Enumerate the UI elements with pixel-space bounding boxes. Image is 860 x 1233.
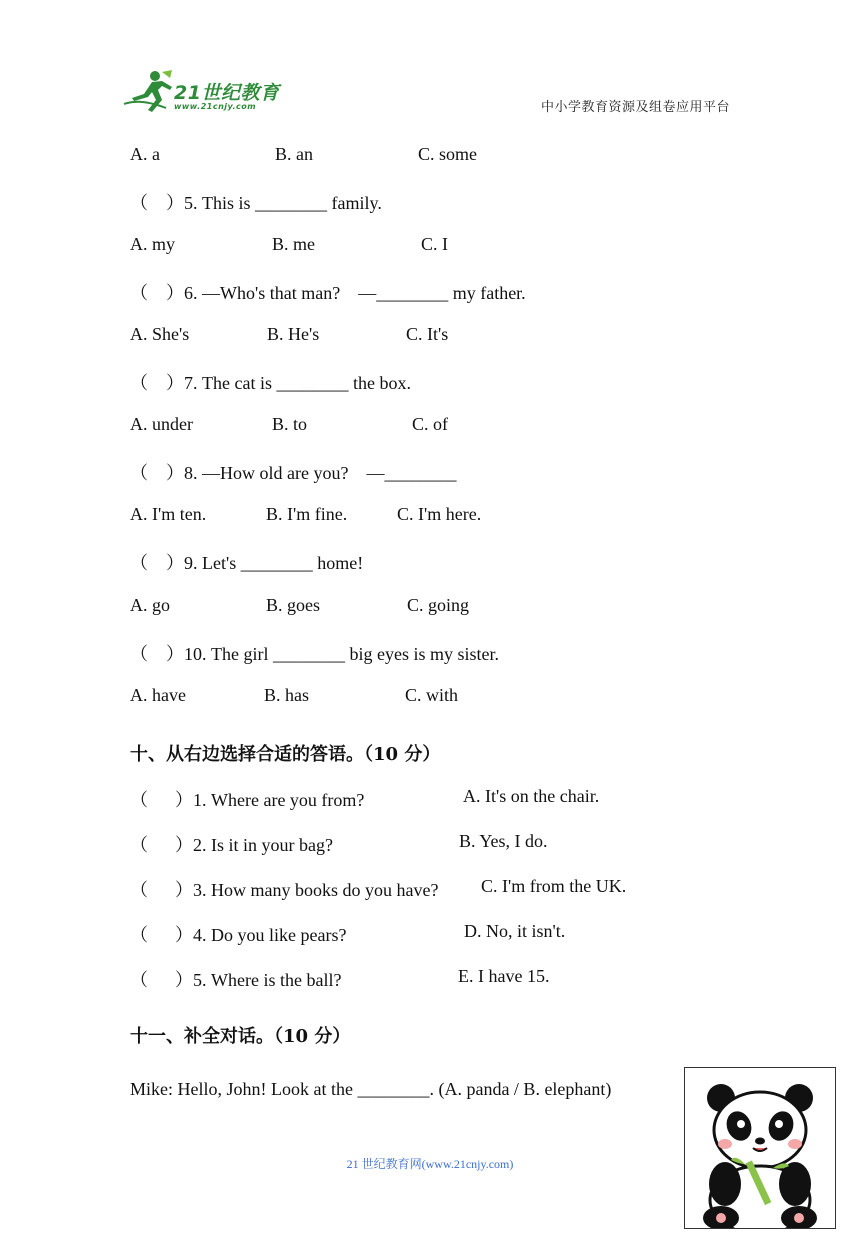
q6-option-c: C. It's xyxy=(406,324,449,344)
logo xyxy=(122,68,292,118)
q4-option-b: B. an xyxy=(275,144,313,164)
question-7: （ ）7. The cat is ________ the box. xyxy=(130,373,411,393)
q10-option-b: B. has xyxy=(264,685,309,705)
platform-tagline: 中小学教育资源及组卷应用平台 xyxy=(540,100,730,115)
section-10-title: 十、从右边选择合适的答语。（10 分） xyxy=(130,744,441,765)
question-6: （ ）6. —Who's that man? —________ my father. xyxy=(130,283,526,303)
q9-option-a: A. go xyxy=(130,595,170,615)
section-11-title: 十一、补全对话。（10 分） xyxy=(130,1026,351,1047)
match-answer-b: B. Yes, I do. xyxy=(459,831,548,851)
logo-text: 21世纪教育 xyxy=(174,82,280,104)
runner-logo-icon xyxy=(122,68,174,114)
q6-option-b: B. He's xyxy=(267,324,320,344)
q5-option-c: C. I xyxy=(421,234,448,254)
panda-picture xyxy=(684,1067,836,1229)
q7-option-c: C. of xyxy=(412,414,448,434)
q8-option-a: A. I'm ten. xyxy=(130,504,207,524)
dialogue-line-1: Mike: Hello, John! Look at the ________. (A. panda / B. elephant) xyxy=(130,1079,612,1099)
q9-option-c: C. going xyxy=(407,595,470,615)
q8-option-b: B. I'm fine. xyxy=(266,504,348,524)
match-answer-a: A. It's on the chair. xyxy=(463,786,600,806)
match-question-3: （ ）3. How many books do you have? xyxy=(130,880,439,900)
match-question-1: （ ）1. Where are you from? xyxy=(130,790,365,810)
match-question-4: （ ）4. Do you like pears? xyxy=(130,925,347,945)
q4-option-a: A. a xyxy=(130,144,160,164)
q6-option-a: A. She's xyxy=(130,324,190,344)
page-header xyxy=(0,0,860,125)
match-answer-d: D. No, it isn't. xyxy=(464,921,566,941)
question-8: （ ）8. —How old are you? —________ xyxy=(130,463,457,483)
q10-option-a: A. have xyxy=(130,685,186,705)
match-question-5: （ ）5. Where is the ball? xyxy=(130,970,342,990)
q4-option-c: C. some xyxy=(418,144,478,164)
question-9: （ ）9. Let's ________ home! xyxy=(130,553,364,573)
q5-option-a: A. my xyxy=(130,234,175,254)
page-footer: 21 世纪教育网(www.21cnjy.com) xyxy=(346,1157,514,1171)
q5-option-b: B. me xyxy=(272,234,315,254)
q8-option-c: C. I'm here. xyxy=(397,504,482,524)
q10-option-c: C. with xyxy=(405,685,459,705)
match-answer-c: C. I'm from the UK. xyxy=(481,876,627,896)
q7-option-b: B. to xyxy=(272,414,308,434)
match-answer-e: E. I have 15. xyxy=(458,966,550,986)
question-5: （ ）5. This is ________ family. xyxy=(130,193,382,213)
panda-illustration xyxy=(685,1068,835,1228)
match-question-2: （ ）2. Is it in your bag? xyxy=(130,835,333,855)
q9-option-b: B. goes xyxy=(266,595,320,615)
q7-option-a: A. under xyxy=(130,414,193,434)
logo-url: www.21cnjy.com xyxy=(174,102,257,111)
question-10: （ ）10. The girl ________ big eyes is my sister. xyxy=(130,644,499,664)
